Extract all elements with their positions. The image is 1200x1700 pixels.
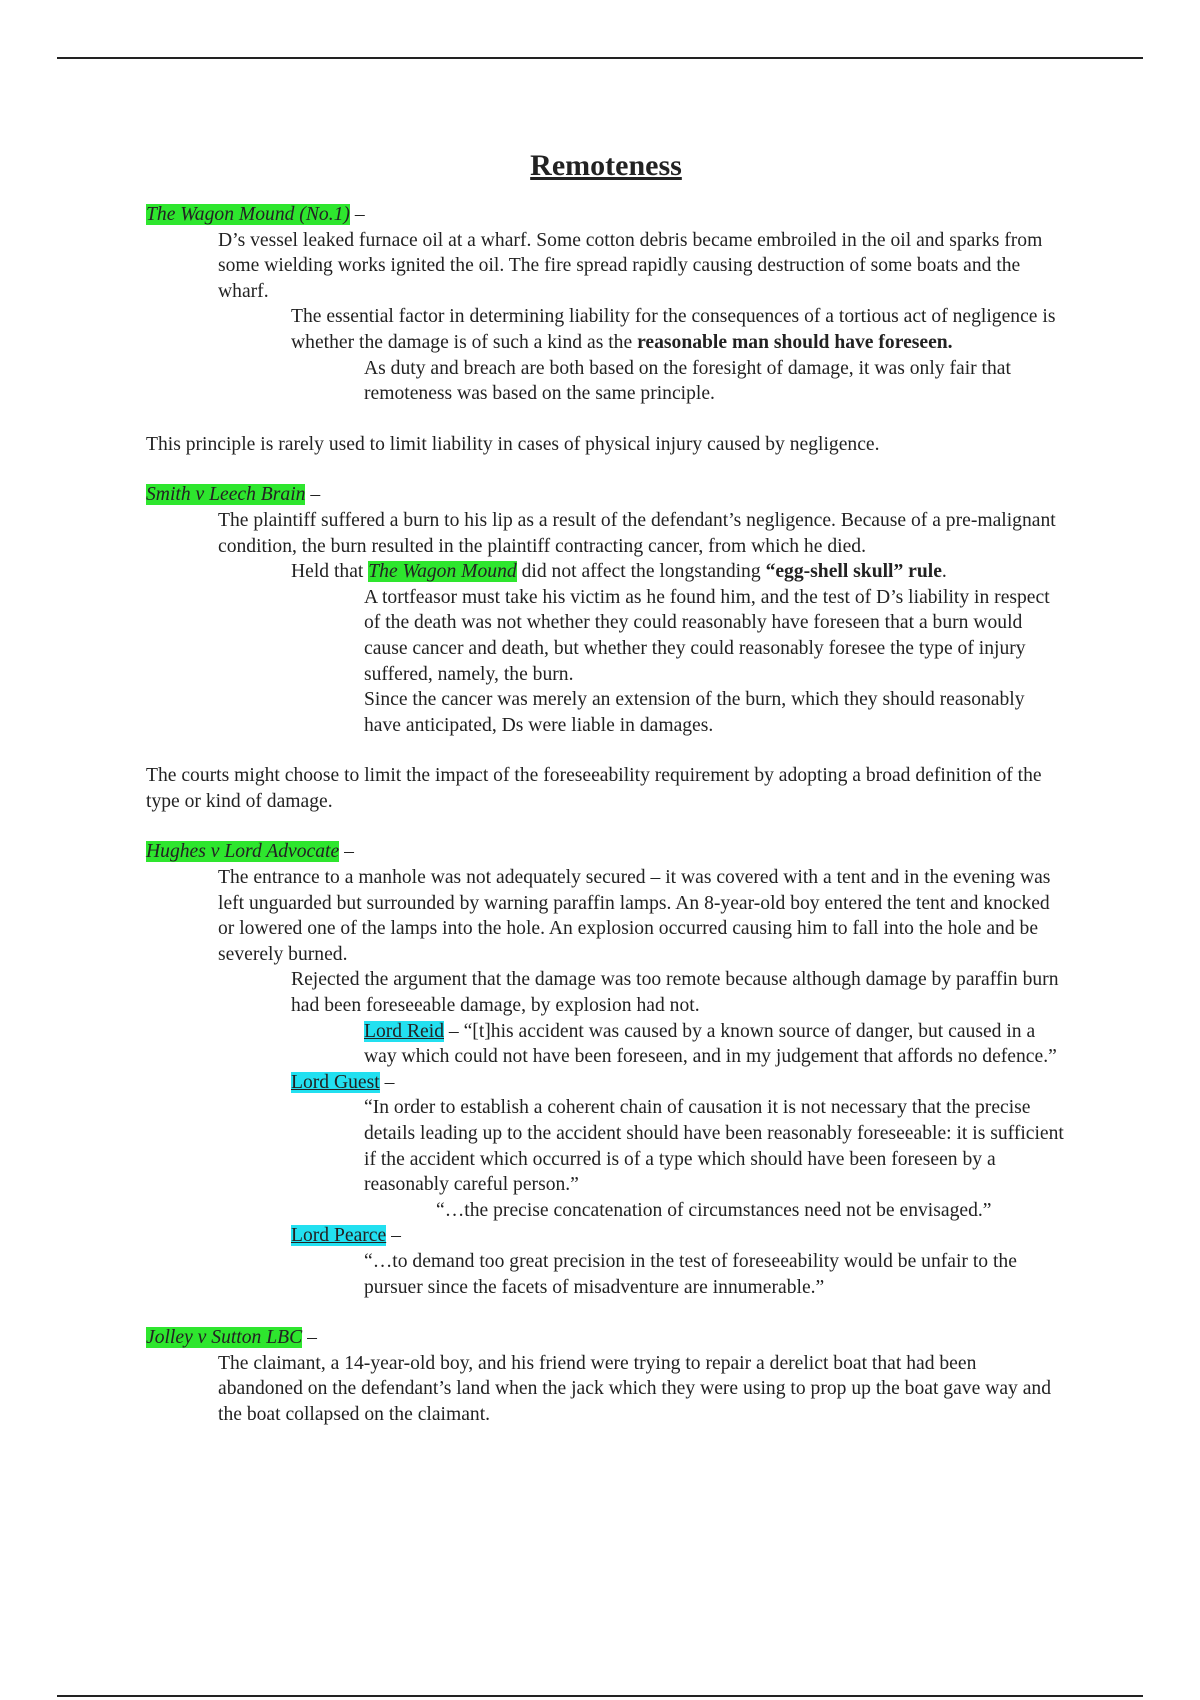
dash: – xyxy=(349,204,365,225)
judge-quote: – “[t]his accident was caused by a known source of danger, but caused in a way which could not have been foreseen, and in my judgement that affords no defence.” xyxy=(364,1020,1057,1068)
judge-heading xyxy=(146,1070,1066,1096)
holding-text: Held that xyxy=(291,561,369,583)
judge-heading xyxy=(146,1223,1066,1249)
case-name: Hughes v Lord Advocate xyxy=(146,841,340,863)
holding-text: The essential factor in determining liability for the consequences of a tortious act of negligence is whether the damage is of such a kind as the xyxy=(291,306,1056,353)
holding-bold: “egg-shell skull” rule xyxy=(765,561,942,583)
judge-quote: “…to demand too great precision in the test of foreseeability would be unfair to the pursuer since the facets of misadventure are innumerable.” xyxy=(364,1250,1017,1298)
judge-opinion xyxy=(146,1019,1066,1070)
case-reasoning: Since the cancer was merely an extension of the burn, which they should reasonably have anticipated, Ds were liable in damages. xyxy=(364,689,1025,736)
case-facts: The plaintiff suffered a burn to his lip as a result of the defendant’s negligence. Because of a pre-malignant condition, the burn resulted in the plaintiff contracting cancer, from which he died. xyxy=(218,509,1056,557)
judge-name: Lord Reid xyxy=(364,1020,444,1042)
case-name: The Wagon Mound xyxy=(368,561,517,583)
case-name: Smith v Leech Brain xyxy=(146,484,306,506)
holding-bold: reasonable man should have foreseen. xyxy=(637,331,953,353)
case-heading xyxy=(146,1325,1066,1351)
holding-text: did not affect the longstanding xyxy=(516,561,766,583)
document-body xyxy=(146,146,1066,1428)
case-heading xyxy=(146,202,1066,228)
case-reasoning: As duty and breach are both based on the foresight of damage, it was only fair that remoteness was based on the same principle. xyxy=(364,357,1011,405)
dash: – xyxy=(379,1071,395,1093)
note-paragraph: This principle is rarely used to limit liability in cases of physical injury caused by negligence. xyxy=(146,433,880,455)
case-name: Jolley v Sutton LBC xyxy=(146,1327,303,1349)
case-heading xyxy=(146,839,1066,865)
case-facts: The claimant, a 14-year-old boy, and his friend were trying to repair a derelict boat that had been abandoned on the defendant’s land when the jack which they were using to prop up the boat gave way and the boat collapsed on the claimant. xyxy=(218,1352,1052,1425)
note-paragraph: The courts might choose to limit the impact of the foreseeability requirement by adopting a broad definition of the type or kind of damage. xyxy=(146,765,1042,812)
judge-quote: “In order to establish a coherent chain of causation it is not necessary that the precise details leading up to the accident should have been reasonably foreseeable: it is sufficient if the accident which occurred is of a type which should have been foreseen by a reasonably careful person.” xyxy=(364,1097,1064,1196)
page-title: Remoteness xyxy=(530,149,682,182)
dash: – xyxy=(302,1327,317,1349)
top-rule xyxy=(57,57,1143,59)
case-reasoning: A tortfeasor must take his victim as he found him, and the test of D’s liability in respect of the death was not whether they could reasonably have foreseen that a burn would cause cancer and death, but whether they could reasonably foresee the type of injury suffered, namely, the burn. xyxy=(364,586,1050,685)
case-facts: D’s vessel leaked furnace oil at a wharf. Some cotton debris became embroiled in the oil and sparks from some wielding works ignited the oil. The fire spread rapidly causing destruction of some boats and the wharf. xyxy=(218,229,1043,302)
dash: – xyxy=(386,1225,401,1247)
dash: – xyxy=(305,484,321,506)
dash: – xyxy=(339,841,354,863)
judge-quote: “…the precise concatenation of circumstances need not be envisaged.” xyxy=(436,1199,992,1221)
judge-name: Lord Guest xyxy=(291,1071,380,1093)
judge-name: Lord Pearce xyxy=(291,1225,387,1247)
holding-text: . xyxy=(941,561,947,583)
case-holding xyxy=(146,559,1066,585)
bottom-rule xyxy=(57,1695,1143,1697)
case-name: The Wagon Mound (No.1) xyxy=(146,204,350,225)
case-facts: The entrance to a manhole was not adequately secured – it was covered with a tent and in the evening was left unguarded but surrounded by warning paraffin lamps. An 8-year-old boy entered the tent and knocked or lowered one of the lamps into the hole. An explosion occurred causing him to fall into the hole and be severely burned. xyxy=(218,867,1051,965)
case-holding: Rejected the argument that the damage was too remote because although damage by paraffin burn had been foreseeable damage, by explosion had not. xyxy=(291,969,1059,1017)
case-heading xyxy=(146,482,1066,508)
case-holding xyxy=(146,304,1066,355)
